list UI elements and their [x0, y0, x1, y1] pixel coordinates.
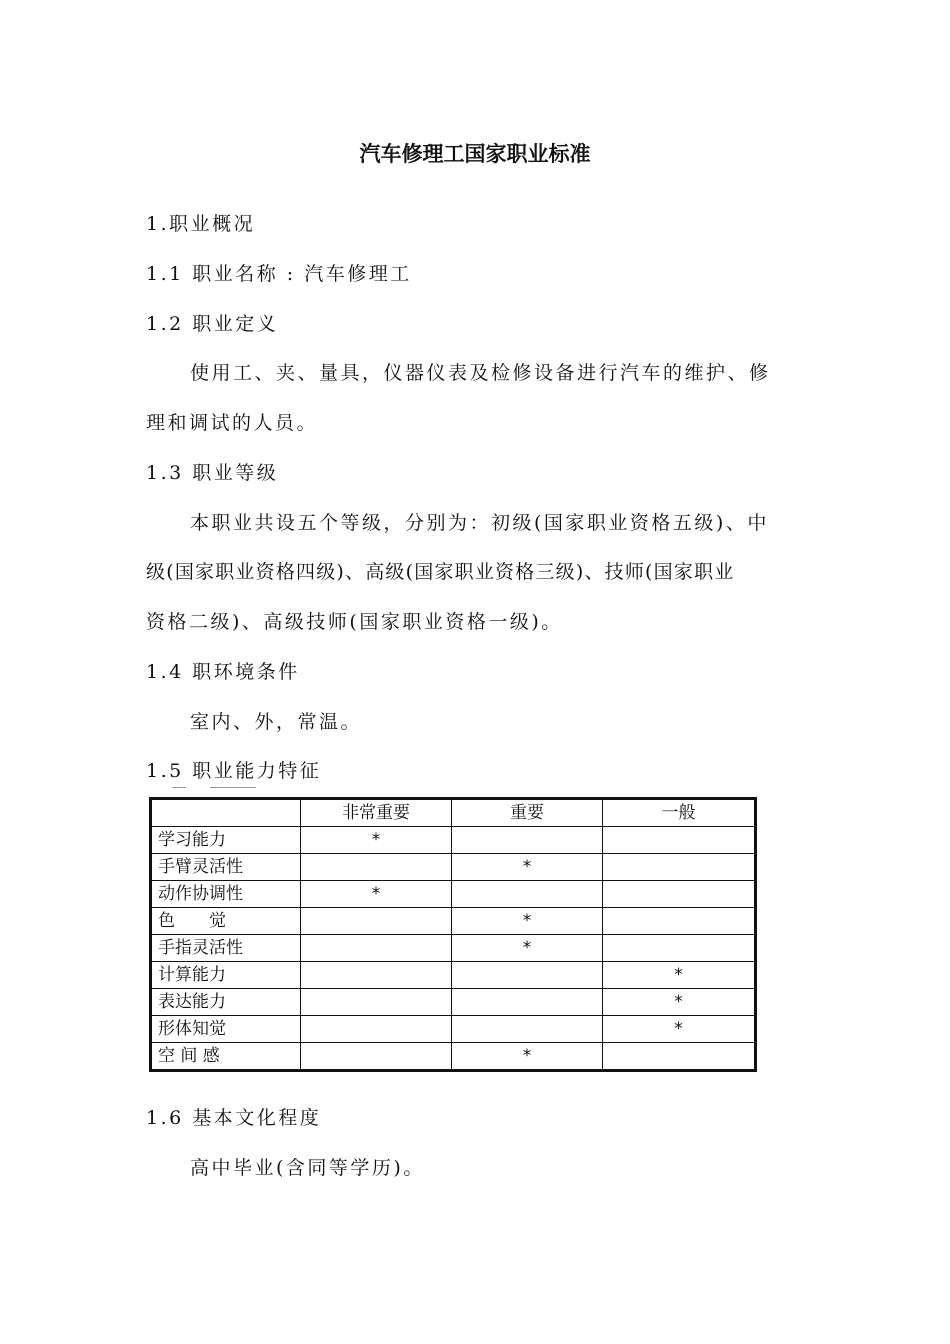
- importance-mark-cell: [603, 1043, 756, 1071]
- paragraph-1-2-line2: 理和调试的人员。: [146, 412, 319, 434]
- importance-mark-cell: [301, 1043, 452, 1071]
- section-heading-1: 1.职业概况: [146, 213, 256, 235]
- ability-name-cell: 空 间 感: [151, 1043, 301, 1071]
- importance-mark-cell: *: [603, 989, 756, 1016]
- importance-mark-cell: [301, 989, 452, 1016]
- table-row: [151, 1016, 756, 1043]
- ability-name-cell: 手指灵活性: [151, 935, 301, 962]
- paragraph-1-6: 高中毕业(含同等学历)。: [190, 1157, 425, 1179]
- importance-mark-cell: *: [301, 881, 452, 908]
- importance-mark-cell: [452, 989, 603, 1016]
- table-row: [151, 854, 756, 881]
- importance-mark-cell: [452, 881, 603, 908]
- ability-name-cell: 手臂灵活性: [151, 854, 301, 881]
- importance-mark-cell: [603, 908, 756, 935]
- table-row: [151, 827, 756, 854]
- importance-mark-cell: [603, 827, 756, 854]
- document-title: 汽车修理工国家职业标准: [359, 142, 591, 166]
- ability-name-cell: 动作协调性: [151, 881, 301, 908]
- importance-mark-cell: [452, 1016, 603, 1043]
- section-heading-1-2: 1.2 职业定义: [146, 313, 279, 335]
- importance-mark-cell: [452, 962, 603, 989]
- section-heading-1-4: 1.4 职环境条件: [146, 661, 300, 683]
- section-heading-1-6: 1.6 基本文化程度: [146, 1107, 322, 1129]
- importance-mark-cell: [603, 935, 756, 962]
- ability-table-header-row: [151, 799, 756, 827]
- header-cell: 非常重要: [301, 799, 452, 827]
- importance-mark-cell: *: [452, 935, 603, 962]
- importance-mark-cell: [301, 908, 452, 935]
- paragraph-1-3-line1: 本职业共设五个等级，分别为：初级(国家职业资格五级)、中: [190, 512, 769, 534]
- importance-mark-cell: [603, 881, 756, 908]
- ability-name-cell: 学习能力: [151, 827, 301, 854]
- importance-mark-cell: *: [301, 827, 452, 854]
- importance-mark-cell: [603, 854, 756, 881]
- header-cell: 重要: [452, 799, 603, 827]
- importance-mark-cell: [452, 827, 603, 854]
- header-cell: 一般: [603, 799, 756, 827]
- importance-mark-cell: [301, 962, 452, 989]
- importance-mark-cell: *: [603, 1016, 756, 1043]
- paragraph-1-2-line1: 使用工、夹、量具，仪器仪表及检修设备进行汽车的维护、修: [190, 362, 771, 384]
- importance-mark-cell: *: [603, 962, 756, 989]
- importance-mark-cell: *: [452, 908, 603, 935]
- section-heading-1-1: 1.1 职业名称 : 汽车修理工: [146, 263, 412, 285]
- ability-name-cell: 色 觉: [151, 908, 301, 935]
- paragraph-1-3-line2: 级(国家职业资格四级)、高级(国家职业资格三级)、技师(国家职业: [146, 561, 735, 583]
- ability-name-cell: 形体知觉: [151, 1016, 301, 1043]
- header-cell: [151, 799, 301, 827]
- importance-mark-cell: [301, 1016, 452, 1043]
- importance-mark-cell: [301, 935, 452, 962]
- table-row: [151, 962, 756, 989]
- paragraph-1-4: 室内、外，常温。: [190, 711, 363, 733]
- ability-name-cell: 计算能力: [151, 962, 301, 989]
- ability-table: [149, 797, 757, 1072]
- importance-mark-cell: *: [452, 1043, 603, 1071]
- table-row: [151, 881, 756, 908]
- section-heading-1-5: 1.5 职业能力特征: [146, 760, 322, 782]
- table-row: [151, 908, 756, 935]
- section-heading-1-3: 1.3 职业等级: [146, 462, 279, 484]
- table-row: [151, 989, 756, 1016]
- importance-mark-cell: [301, 854, 452, 881]
- ability-name-cell: 表达能力: [151, 989, 301, 1016]
- table-row: [151, 1043, 756, 1071]
- table-row: [151, 935, 756, 962]
- paragraph-1-3-line3: 资格二级)、高级技师(国家职业资格一级)。: [146, 611, 563, 633]
- importance-mark-cell: *: [452, 854, 603, 881]
